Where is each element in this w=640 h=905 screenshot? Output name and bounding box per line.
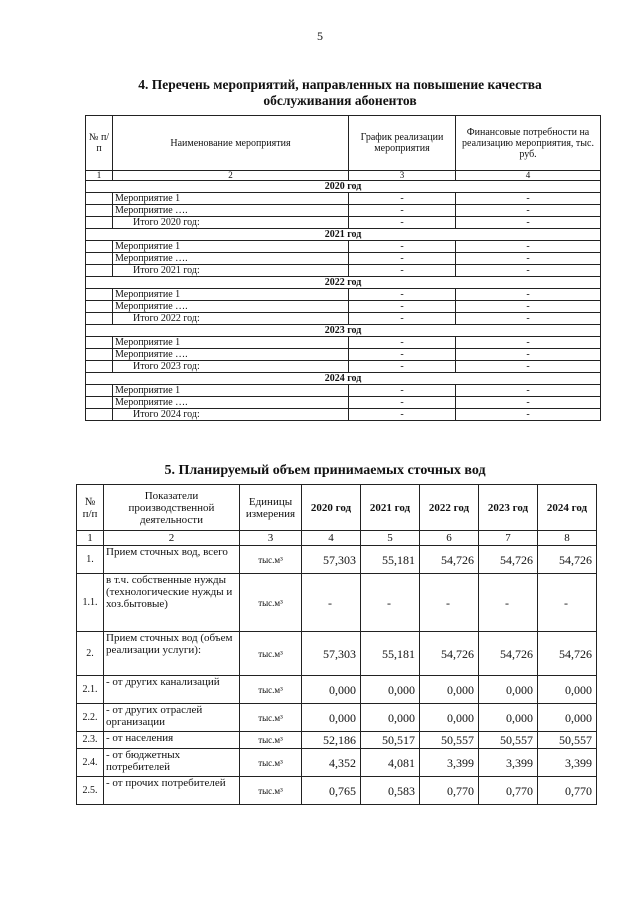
value-cell: 57,303 [302, 632, 361, 676]
year-row [86, 229, 601, 241]
column-number: 2 [113, 171, 349, 181]
value-cell: 0,000 [420, 704, 479, 732]
value-cell: 4,081 [361, 749, 420, 777]
schedule-cell: - [349, 349, 456, 361]
row-number: 1. [77, 546, 104, 574]
value-cell: 0,770 [538, 777, 597, 805]
column-number: 2 [104, 531, 240, 546]
row-number-cell [86, 205, 113, 217]
indicator-row [77, 574, 597, 632]
wastewater-body [77, 546, 597, 805]
value-cell: 54,726 [479, 632, 538, 676]
value-cell: 0,765 [302, 777, 361, 805]
activities-body [86, 181, 601, 421]
activity-row [86, 337, 601, 349]
value-cell: 55,181 [361, 546, 420, 574]
column-number: 3 [240, 531, 302, 546]
activity-name: Мероприятие 1 [113, 193, 349, 205]
value-cell: 55,181 [361, 632, 420, 676]
finance-cell: - [456, 265, 601, 277]
schedule-cell: - [349, 265, 456, 277]
year-label: 2020 год [86, 181, 601, 193]
value-cell: 50,557 [479, 732, 538, 749]
unit-cell: тыс.м³ [240, 546, 302, 574]
header-year-2020: 2020 год [302, 485, 361, 531]
header-year-2023: 2023 год [479, 485, 538, 531]
row-number-cell [86, 337, 113, 349]
finance-cell: - [456, 349, 601, 361]
value-cell: - [538, 574, 597, 632]
schedule-cell: - [349, 241, 456, 253]
year-row [86, 325, 601, 337]
finance-cell: - [456, 313, 601, 325]
activity-name: Мероприятие 1 [113, 337, 349, 349]
value-cell: 0,000 [538, 676, 597, 704]
value-cell: 54,726 [420, 632, 479, 676]
value-cell: 0,000 [479, 676, 538, 704]
unit-cell: тыс.м³ [240, 777, 302, 805]
wastewater-header-row [77, 485, 597, 531]
activity-row [86, 301, 601, 313]
value-cell: 4,352 [302, 749, 361, 777]
wastewater-table [76, 484, 597, 805]
header-activity-name: Наименование мероприятия [113, 116, 349, 171]
value-cell: 50,557 [420, 732, 479, 749]
header-year-2021: 2021 год [361, 485, 420, 531]
finance-cell: - [456, 301, 601, 313]
unit-cell: тыс.м³ [240, 732, 302, 749]
row-number-cell [86, 301, 113, 313]
year-label: 2023 год [86, 325, 601, 337]
column-number: 3 [349, 171, 456, 181]
row-number-cell [86, 385, 113, 397]
schedule-cell: - [349, 385, 456, 397]
row-number-cell [86, 361, 113, 373]
section4-title: 4. Перечень мероприятий, направленных на повышение качества обслуживания абонентов [138, 77, 542, 108]
total-label: Итого 2022 год: [113, 313, 349, 325]
schedule-cell: - [349, 409, 456, 421]
schedule-cell: - [349, 289, 456, 301]
value-cell: 0,000 [479, 704, 538, 732]
unit-cell: тыс.м³ [240, 704, 302, 732]
year-label: 2024 год [86, 373, 601, 385]
row-number: 2. [77, 632, 104, 676]
value-cell: - [420, 574, 479, 632]
finance-cell: - [456, 289, 601, 301]
column-number: 6 [420, 531, 479, 546]
activity-name: Мероприятие …. [113, 301, 349, 313]
schedule-cell: - [349, 217, 456, 229]
row-number-cell [86, 193, 113, 205]
indicator-row [77, 749, 597, 777]
activities-header-row [86, 116, 601, 171]
header-year-2022: 2022 год [420, 485, 479, 531]
finance-cell: - [456, 337, 601, 349]
row-number-cell [86, 253, 113, 265]
activity-name: Мероприятие …. [113, 349, 349, 361]
value-cell: 0,000 [302, 704, 361, 732]
schedule-cell: - [349, 301, 456, 313]
indicator-label: - от прочих потребителей [104, 777, 240, 805]
value-cell: 0,770 [420, 777, 479, 805]
indicator-row [77, 704, 597, 732]
schedule-cell: - [349, 193, 456, 205]
value-cell: 0,000 [361, 676, 420, 704]
activity-row [86, 217, 601, 229]
value-cell: 0,000 [420, 676, 479, 704]
row-number-cell [86, 409, 113, 421]
schedule-cell: - [349, 361, 456, 373]
finance-cell: - [456, 385, 601, 397]
column-number: 1 [86, 171, 113, 181]
value-cell: 52,186 [302, 732, 361, 749]
header-unit: Единицы измерения [240, 485, 302, 531]
total-label: Итого 2021 год: [113, 265, 349, 277]
column-number-row [86, 171, 601, 181]
row-number-cell [86, 217, 113, 229]
value-cell: 3,399 [479, 749, 538, 777]
row-number: 2.1. [77, 676, 104, 704]
activity-row [86, 265, 601, 277]
year-row [86, 277, 601, 289]
value-cell: 0,770 [479, 777, 538, 805]
activity-row [86, 289, 601, 301]
value-cell: 0,000 [302, 676, 361, 704]
row-number: 2.2. [77, 704, 104, 732]
schedule-cell: - [349, 313, 456, 325]
activity-name: Мероприятие 1 [113, 241, 349, 253]
activity-row [86, 205, 601, 217]
header-finance: Финансовые потребности на реализацию мероприятия, тыс. руб. [456, 116, 601, 171]
activity-row [86, 193, 601, 205]
value-cell: 3,399 [420, 749, 479, 777]
value-cell: 0,583 [361, 777, 420, 805]
value-cell: 0,000 [538, 704, 597, 732]
section5-title: 5. Планируемый объем принимаемых сточных вод [164, 463, 486, 478]
value-cell: 54,726 [420, 546, 479, 574]
activity-row [86, 397, 601, 409]
value-cell: 50,557 [538, 732, 597, 749]
activity-row [86, 385, 601, 397]
column-number: 4 [456, 171, 601, 181]
row-number-cell [86, 313, 113, 325]
indicator-label: Прием сточных вод (объем реализации услуги): [104, 632, 240, 676]
finance-cell: - [456, 193, 601, 205]
year-label: 2021 год [86, 229, 601, 241]
schedule-cell: - [349, 253, 456, 265]
header-indicator: Показатели производственной деятельности [104, 485, 240, 531]
activities-table [85, 115, 601, 421]
finance-cell: - [456, 205, 601, 217]
row-number-cell [86, 241, 113, 253]
activity-name: Мероприятие …. [113, 205, 349, 217]
indicator-label: - от других отраслей организации [104, 704, 240, 732]
row-number: 2.3. [77, 732, 104, 749]
year-row [86, 181, 601, 193]
unit-cell: тыс.м³ [240, 574, 302, 632]
column-number: 4 [302, 531, 361, 546]
schedule-cell: - [349, 397, 456, 409]
value-cell: 54,726 [538, 632, 597, 676]
indicator-row [77, 546, 597, 574]
indicator-label: - от других канализаций [104, 676, 240, 704]
activity-row [86, 313, 601, 325]
column-number-row [77, 531, 597, 546]
column-number: 7 [479, 531, 538, 546]
value-cell: - [302, 574, 361, 632]
activity-row [86, 253, 601, 265]
schedule-cell: - [349, 205, 456, 217]
total-label: Итого 2024 год: [113, 409, 349, 421]
header-schedule: График реализации мероприятия [349, 116, 456, 171]
value-cell: 50,517 [361, 732, 420, 749]
value-cell: 57,303 [302, 546, 361, 574]
value-cell: - [479, 574, 538, 632]
row-number: 2.5. [77, 777, 104, 805]
total-label: Итого 2023 год: [113, 361, 349, 373]
activity-name: Мероприятие …. [113, 253, 349, 265]
row-number-cell [86, 289, 113, 301]
activity-name: Мероприятие 1 [113, 385, 349, 397]
column-number: 5 [361, 531, 420, 546]
finance-cell: - [456, 241, 601, 253]
unit-cell: тыс.м³ [240, 676, 302, 704]
finance-cell: - [456, 397, 601, 409]
year-label: 2022 год [86, 277, 601, 289]
indicator-label: Прием сточных вод, всего [104, 546, 240, 574]
indicator-row [77, 632, 597, 676]
year-row [86, 373, 601, 385]
row-number-cell [86, 349, 113, 361]
total-label: Итого 2020 год: [113, 217, 349, 229]
column-number: 8 [538, 531, 597, 546]
row-number: 2.4. [77, 749, 104, 777]
value-cell: - [361, 574, 420, 632]
activity-row [86, 241, 601, 253]
unit-cell: тыс.м³ [240, 632, 302, 676]
unit-cell: тыс.м³ [240, 749, 302, 777]
page-number: 5 [317, 29, 323, 43]
activity-name: Мероприятие 1 [113, 289, 349, 301]
row-number: 1.1. [77, 574, 104, 632]
header-number: № п/п [86, 116, 113, 171]
finance-cell: - [456, 253, 601, 265]
header-number: № п/п [77, 485, 104, 531]
row-number-cell [86, 265, 113, 277]
activity-row [86, 349, 601, 361]
indicator-row [77, 676, 597, 704]
indicator-label: - от населения [104, 732, 240, 749]
schedule-cell: - [349, 337, 456, 349]
indicator-label: - от бюджетных потребителей [104, 749, 240, 777]
finance-cell: - [456, 409, 601, 421]
value-cell: 54,726 [479, 546, 538, 574]
column-number: 1 [77, 531, 104, 546]
activity-row [86, 361, 601, 373]
activity-name: Мероприятие …. [113, 397, 349, 409]
value-cell: 54,726 [538, 546, 597, 574]
row-number-cell [86, 397, 113, 409]
indicator-row [77, 777, 597, 805]
value-cell: 0,000 [361, 704, 420, 732]
finance-cell: - [456, 361, 601, 373]
header-year-2024: 2024 год [538, 485, 597, 531]
finance-cell: - [456, 217, 601, 229]
indicator-label: в т.ч. собственные нужды (технологические нужды и хоз.бытовые) [104, 574, 240, 632]
value-cell: 3,399 [538, 749, 597, 777]
activity-row [86, 409, 601, 421]
indicator-row [77, 732, 597, 749]
